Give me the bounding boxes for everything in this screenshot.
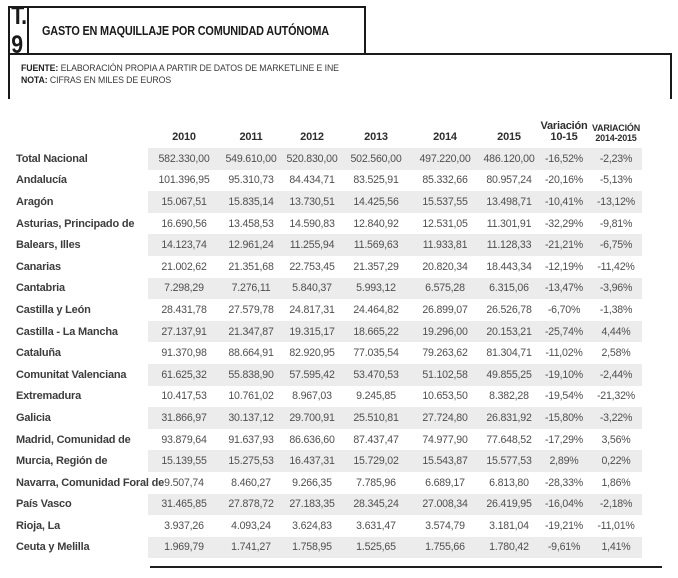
table-row [8, 321, 642, 343]
table-row [8, 494, 642, 516]
value-cell: 77.648,52 [486, 433, 532, 446]
value-cell: 26.831,92 [480, 407, 538, 429]
value-cell: 30.137,12 [220, 407, 282, 429]
value-cell: 3.631,47 [356, 519, 396, 532]
value-cell: -11,42% [597, 260, 635, 273]
value-cell: 10.417,53 [161, 390, 207, 403]
value-cell: -28,33% [544, 476, 584, 489]
value-cell: 87.437,47 [353, 433, 399, 446]
table-row [8, 278, 642, 300]
note-text: CIFRAS EN MILES DE EUROS [49, 75, 172, 86]
value-cell: -1,38% [599, 303, 633, 316]
value-cell: -3,96% [590, 278, 642, 300]
value-cell: 16.690,56 [161, 217, 207, 230]
value-cell: -19,54% [544, 390, 584, 403]
value-cell: 520.830,00 [282, 148, 342, 170]
value-cell: 11.255,94 [282, 234, 342, 256]
row-label: Rioja, La [8, 515, 148, 537]
table-row [8, 299, 642, 321]
row-label: Galicia [8, 407, 148, 429]
value-cell: 53.470,53 [342, 364, 410, 386]
value-cell: 0,22% [590, 450, 642, 472]
value-cell: 497.220,00 [410, 148, 480, 170]
value-cell: -16,52% [538, 148, 590, 170]
row-label: Cantabria [8, 278, 148, 300]
value-cell: 1,41% [590, 537, 642, 559]
value-cell: 27.878,72 [220, 494, 282, 516]
value-cell: -11,01% [597, 519, 635, 532]
value-cell: 55.838,90 [220, 364, 282, 386]
value-cell: 2,58% [601, 347, 631, 360]
value-cell: 11.933,81 [410, 234, 480, 256]
value-cell: -9,61% [538, 537, 590, 559]
value-cell: 82.920,95 [289, 347, 335, 360]
value-cell: -19,21% [544, 519, 584, 532]
value-cell: 12.961,24 [220, 234, 282, 256]
value-cell: 14.425,56 [342, 191, 410, 213]
table-row [8, 148, 642, 170]
table-row [8, 213, 642, 235]
table-number-text: T. 9 [11, 1, 27, 59]
table-title [29, 8, 372, 53]
row-label: Extremadura [8, 386, 148, 408]
value-cell: 5.840,37 [282, 278, 342, 300]
row-label: Castilla y León [8, 299, 148, 321]
bottom-rule [150, 566, 662, 568]
column-header: 2012 [300, 131, 324, 143]
value-cell: 12.531,05 [422, 217, 468, 230]
value-cell: 27.008,34 [410, 494, 480, 516]
value-cell: -6,75% [590, 234, 642, 256]
value-cell: 26.419,95 [480, 494, 538, 516]
row-label: Andalucía [8, 170, 148, 192]
value-cell: 91.637,93 [228, 433, 274, 446]
value-cell: 28.345,24 [342, 494, 410, 516]
value-cell: 6.315,06 [480, 278, 538, 300]
value-cell: 24.464,82 [353, 303, 399, 316]
value-cell: 11.569,63 [342, 234, 410, 256]
value-cell: 86.636,60 [289, 433, 335, 446]
value-cell: -32,29% [544, 217, 584, 230]
table-row [8, 386, 642, 408]
table-title-text: GASTO EN MAQUILLAJE POR COMUNIDAD AUTÓNOMA [42, 23, 330, 38]
value-cell: 486.120,00 [480, 148, 538, 170]
value-cell: 21.347,87 [220, 321, 282, 343]
value-cell: 9.266,35 [292, 476, 332, 489]
row-label: Comunitat Valenciana [8, 364, 148, 386]
table-body [8, 148, 642, 558]
value-cell: 7.785,96 [356, 476, 396, 489]
value-cell: 13.498,71 [480, 191, 538, 213]
table-row [8, 472, 642, 494]
value-cell: 9.245,85 [356, 390, 396, 403]
table-row [8, 234, 642, 256]
value-cell: 6.575,28 [410, 278, 480, 300]
notes-block [21, 63, 367, 87]
table-header-row [8, 110, 642, 146]
value-cell: 15.835,14 [220, 191, 282, 213]
row-label: Cataluña [8, 342, 148, 364]
value-cell: 85.332,66 [422, 174, 468, 187]
value-cell: 10.653,50 [422, 390, 468, 403]
value-cell: 7.298,29 [148, 278, 220, 300]
value-cell: 27.579,78 [228, 303, 274, 316]
value-cell: 3,56% [601, 433, 631, 446]
value-cell: 79.263,62 [422, 347, 468, 360]
value-cell: 2,89% [538, 450, 590, 472]
row-label: País Vasco [8, 494, 148, 516]
table-row [8, 364, 642, 386]
value-cell: -10,41% [538, 191, 590, 213]
value-cell: 26.526,78 [486, 303, 532, 316]
value-cell: 51.102,58 [410, 364, 480, 386]
value-cell: -12,19% [544, 260, 584, 273]
value-cell: 21.002,62 [161, 260, 207, 273]
value-cell: 26.899,07 [422, 303, 468, 316]
value-cell: 12.840,92 [353, 217, 399, 230]
value-cell: 18.665,22 [342, 321, 410, 343]
value-cell: 95.310,73 [228, 174, 274, 187]
value-cell: 7.276,11 [220, 278, 282, 300]
value-cell: 22.753,45 [289, 260, 335, 273]
value-cell: 29.700,91 [282, 407, 342, 429]
value-cell: 5.993,12 [342, 278, 410, 300]
value-cell: 80.957,24 [486, 174, 532, 187]
row-label: Asturias, Principado de [8, 213, 148, 235]
value-cell: 20.153,21 [480, 321, 538, 343]
value-cell: 11.301,91 [486, 217, 532, 230]
value-cell: -9,81% [599, 217, 633, 230]
value-cell: 19.315,17 [282, 321, 342, 343]
source-text: ELABORACIÓN PROPIA A PARTIR DE DATOS DE MARKETLINE E INE [60, 63, 339, 74]
value-cell: 49.855,25 [480, 364, 538, 386]
value-cell: 1.755,66 [410, 537, 480, 559]
column-header-region [8, 143, 148, 146]
value-cell: 19.296,00 [410, 321, 480, 343]
value-cell: 77.035,54 [353, 347, 399, 360]
value-cell: -17,29% [544, 433, 584, 446]
value-cell: -21,32% [596, 390, 636, 403]
value-cell: 549.610,00 [220, 148, 282, 170]
value-cell: -6,70% [547, 303, 581, 316]
table-row [8, 342, 642, 364]
value-cell: 3.624,83 [292, 519, 332, 532]
table-row [8, 429, 642, 451]
value-cell: 61.625,32 [148, 364, 220, 386]
value-cell: -5,13% [599, 174, 633, 187]
value-cell: 6.813,80 [489, 476, 529, 489]
row-label: Ceuta y Melilla [8, 537, 148, 559]
value-cell: 11.128,33 [480, 234, 538, 256]
value-cell: -11,02% [545, 347, 583, 360]
value-cell: 28.431,78 [161, 303, 207, 316]
value-cell: 1.780,42 [480, 537, 538, 559]
value-cell: -2,18% [590, 494, 642, 516]
value-cell: 1.969,79 [148, 537, 220, 559]
value-cell: 88.664,91 [228, 347, 274, 360]
value-cell: 24.817,31 [289, 303, 335, 316]
value-cell: -2,23% [590, 148, 642, 170]
table-title-box [8, 1, 366, 59]
value-cell: 13.730,51 [282, 191, 342, 213]
value-cell: -13,12% [590, 191, 642, 213]
value-cell: -25,74% [538, 321, 590, 343]
value-cell: -2,44% [590, 364, 642, 386]
value-cell: 57.595,42 [282, 364, 342, 386]
value-cell: 31.465,85 [148, 494, 220, 516]
data-table [8, 110, 642, 558]
value-cell: 21.357,29 [353, 260, 399, 273]
value-cell: 101.396,95 [158, 174, 210, 187]
value-cell: -15,80% [538, 407, 590, 429]
table-row [8, 515, 642, 537]
row-label: Balears, Illes [8, 234, 148, 256]
column-header: 2013 [364, 131, 388, 143]
value-cell: 31.866,97 [148, 407, 220, 429]
value-cell: 13.458,53 [228, 217, 274, 230]
column-header: 2015 [497, 131, 521, 143]
value-cell: 582.330,00 [148, 148, 220, 170]
value-cell: 15.275,53 [220, 450, 282, 472]
value-cell: 14.123,74 [148, 234, 220, 256]
value-cell: 9.507,74 [164, 476, 204, 489]
row-label: Canarias [8, 256, 148, 278]
table-row [8, 537, 642, 559]
value-cell: 15.067,51 [148, 191, 220, 213]
value-cell: 81.304,71 [486, 347, 532, 360]
column-header: VARIACIÓN 2014-2015 [591, 123, 641, 143]
value-cell: 1.741,27 [220, 537, 282, 559]
value-cell: 27.183,35 [282, 494, 342, 516]
column-header: 2011 [239, 131, 263, 143]
column-header: Variación 10-15 [540, 120, 588, 143]
table-row [8, 191, 642, 213]
value-cell: 15.537,55 [410, 191, 480, 213]
value-cell: 14.590,83 [289, 217, 335, 230]
row-label: Madrid, Comunidad de [8, 429, 148, 451]
table-row [8, 450, 642, 472]
table-number [10, 1, 29, 59]
value-cell: 1.758,95 [282, 537, 342, 559]
value-cell: 15.543,87 [410, 450, 480, 472]
row-label: Total Nacional [8, 148, 148, 170]
value-cell: 3.574,79 [425, 519, 465, 532]
value-cell: 15.139,55 [148, 450, 220, 472]
value-cell: 27.724,80 [410, 407, 480, 429]
column-header: 2014 [433, 131, 457, 143]
value-cell: 20.820,34 [422, 260, 468, 273]
value-cell: 6.689,17 [425, 476, 465, 489]
value-cell: 4,44% [590, 321, 642, 343]
value-cell: -13,47% [538, 278, 590, 300]
table-row [8, 170, 642, 192]
value-cell: 16.437,31 [282, 450, 342, 472]
value-cell: 84.434,71 [289, 174, 335, 187]
table-row [8, 407, 642, 429]
value-cell: -3,22% [590, 407, 642, 429]
row-label: Castilla - La Mancha [8, 321, 148, 343]
value-cell: 502.560,00 [342, 148, 410, 170]
note-label: NOTA: [21, 75, 48, 86]
value-cell: 8.460,27 [231, 476, 271, 489]
value-cell: 3.181,04 [489, 519, 529, 532]
value-cell: 8.967,03 [292, 390, 332, 403]
value-cell: 18.443,34 [486, 260, 532, 273]
value-cell: 1,86% [601, 476, 631, 489]
value-cell: -20,16% [544, 174, 584, 187]
value-cell: -21,21% [538, 234, 590, 256]
column-header: 2010 [172, 131, 196, 143]
value-cell: 83.525,91 [353, 174, 399, 187]
value-cell: 93.879,64 [161, 433, 207, 446]
row-label: Aragón [8, 191, 148, 213]
value-cell: 27.137,91 [148, 321, 220, 343]
value-cell: -16,04% [538, 494, 590, 516]
row-label: Navarra, Comunidad Foral de [8, 472, 148, 494]
value-cell: 8.382,28 [489, 390, 529, 403]
value-cell: 15.729,02 [342, 450, 410, 472]
value-cell: 15.577,53 [480, 450, 538, 472]
value-cell: 10.761,02 [228, 390, 274, 403]
row-label: Murcia, Región de [8, 450, 148, 472]
source-line [21, 63, 339, 75]
value-cell: 74.977,90 [422, 433, 468, 446]
source-label: FUENTE: [21, 63, 59, 74]
value-cell: 21.351,68 [228, 260, 274, 273]
note-line [21, 75, 339, 87]
table-row [8, 256, 642, 278]
value-cell: 3.937,26 [164, 519, 204, 532]
value-cell: -19,10% [538, 364, 590, 386]
value-cell: 25.510,81 [342, 407, 410, 429]
value-cell: 4.093,24 [231, 519, 271, 532]
value-cell: 1.525,65 [342, 537, 410, 559]
value-cell: 91.370,98 [161, 347, 207, 360]
